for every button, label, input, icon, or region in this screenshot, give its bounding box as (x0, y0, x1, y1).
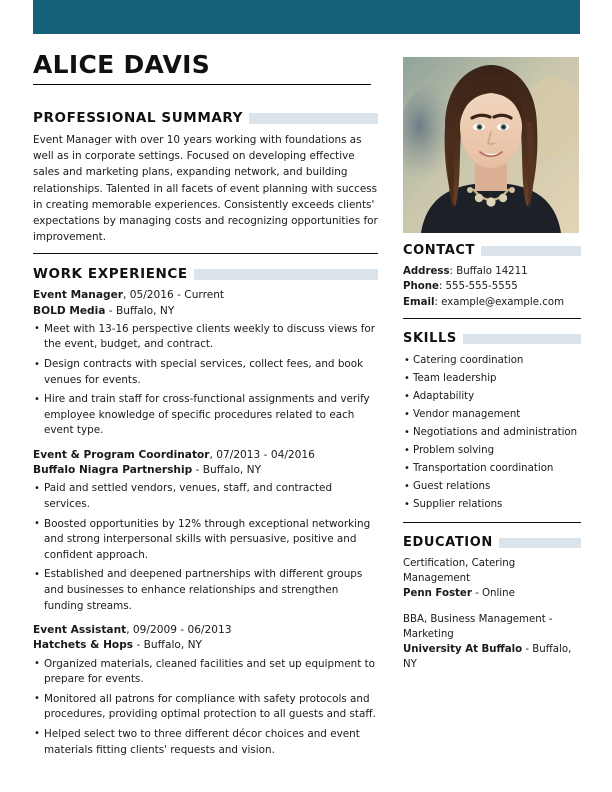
job-bullet-list (33, 322, 378, 439)
skill-item: • Catering coordination (403, 352, 581, 370)
contact-email-value[interactable]: : example@example.com (434, 296, 564, 308)
section-accent-bar (499, 538, 581, 548)
experience-entry (33, 288, 378, 439)
contact-address-value: : Buffalo 14211 (449, 266, 528, 277)
job-title: Event Manager (33, 289, 123, 302)
name-divider (33, 84, 371, 85)
education-school: University At Buffalo (403, 644, 523, 656)
job-title-line (33, 288, 378, 303)
job-company: Buffalo Niagra Partnership (33, 464, 193, 477)
job-location: - Buffalo, NY (133, 639, 202, 652)
job-dates: , 05/2016 - Current (123, 289, 225, 302)
contact-email (403, 295, 581, 310)
section-accent-bar (463, 334, 581, 344)
right-column (403, 243, 581, 683)
skill-item: • Adaptability (403, 388, 581, 406)
education-degree: Certification, Catering Management (403, 558, 516, 585)
job-bullet: • Helped select two to three different décor choices and event materials fitting clients' requests and vision. (33, 727, 378, 758)
job-bullet: • Hire and train staff for cross-functional assignments and verify employee knowledge of specific procedures related to each event type. (33, 392, 378, 439)
section-header-work-experience (33, 266, 378, 282)
job-title: Event & Program Coordinator (33, 448, 210, 461)
candidate-name: ALICE DAVIS (33, 50, 211, 79)
section-education (403, 535, 581, 672)
job-bullet: • Paid and settled vendors, venues, staff, and contracted services. (33, 481, 378, 512)
skills-divider (403, 522, 581, 523)
section-accent-bar (481, 246, 581, 256)
job-dates: , 07/2013 - 04/2016 (209, 448, 315, 461)
contact-phone-label: Phone (403, 281, 439, 293)
skill-item: • Guest relations (403, 478, 581, 496)
job-bullet: • Boosted opportunities by 12% through exceptional networking and strong interpersonal skills with persuasive, positive and confident approach. (33, 517, 378, 564)
section-professional-summary (33, 110, 378, 254)
skill-item: • Team leadership (403, 370, 581, 388)
job-bullet: • Established and deepened partnerships with different groups and businesses to enhance relationships and strengthen funding streams. (33, 567, 378, 614)
job-bullet: • Organized materials, cleaned facilities and set up equipment to prepare for events. (33, 657, 378, 688)
skill-item: • Problem solving (403, 442, 581, 460)
section-skills (403, 331, 581, 523)
section-accent-bar (194, 269, 378, 280)
education-school-line (403, 642, 581, 672)
education-school: Penn Foster (403, 588, 472, 600)
contact-phone (403, 279, 581, 294)
education-school-location: - Online (471, 588, 515, 600)
section-title: CONTACT (403, 243, 475, 258)
skill-item: • Supplier relations (403, 496, 581, 514)
job-location: - Buffalo, NY (192, 464, 262, 477)
summary-divider (33, 253, 378, 254)
education-degree: BBA, Business Management - Marketing (403, 614, 553, 641)
profile-photo (403, 57, 579, 233)
section-title: SKILLS (403, 331, 457, 347)
section-header-skills (403, 331, 581, 346)
education-entry (403, 612, 581, 672)
experience-entry (33, 448, 378, 614)
section-contact (403, 243, 581, 319)
contact-address (403, 264, 581, 279)
experience-entry (33, 623, 378, 758)
job-company: BOLD Media (33, 304, 106, 317)
section-title: WORK EXPERIENCE (33, 266, 188, 283)
job-title: Event Assistant (33, 624, 127, 637)
job-location: - Buffalo, NY (105, 304, 175, 317)
header-accent-band (33, 0, 580, 34)
section-title: EDUCATION (403, 535, 493, 551)
summary-text: Event Manager with over 10 years working with foundations as well as in corporate settings. Focused on developing effective sales and marketing plans, expanding network, and building relationships. Talented in all facets of event planning with success in creating memorable experiences. Consistently exceeds clients' expectations by managing costs and recognizing opportunities for improvement. (33, 134, 378, 244)
job-title-line (33, 448, 378, 463)
contact-email-label: Email (403, 296, 435, 308)
contact-address-label: Address (403, 266, 450, 277)
name-block (33, 52, 371, 85)
job-bullet-list (33, 481, 378, 614)
education-school-location: - Buffalo, NY (403, 644, 572, 671)
experience-list (33, 288, 378, 758)
section-header-education (403, 535, 581, 550)
education-list (403, 556, 581, 672)
job-company: Hatchets & Hops (33, 639, 134, 652)
section-header-contact (403, 243, 581, 258)
skill-item: • Transportation coordination (403, 460, 581, 478)
education-entry (403, 556, 581, 601)
job-dates: , 09/2009 - 06/2013 (126, 624, 232, 637)
section-work-experience (33, 266, 378, 758)
education-school-line (403, 586, 581, 601)
section-accent-bar (249, 113, 378, 124)
skill-item: • Vendor management (403, 406, 581, 424)
job-bullet: • Meet with 13-16 perspective clients weekly to discuss views for the event, budget, and contract. (33, 322, 378, 353)
job-company-line (33, 463, 378, 478)
contact-divider (403, 318, 581, 319)
section-title: PROFESSIONAL SUMMARY (33, 110, 244, 126)
skill-item: • Negotiations and administration (403, 424, 581, 442)
job-bullet-list (33, 657, 378, 759)
job-title-line (33, 623, 378, 638)
job-company-line (33, 304, 378, 319)
job-bullet: • Design contracts with special services, collect fees, and book venues for events. (33, 357, 378, 388)
left-column (33, 110, 378, 767)
section-header-professional-summary (33, 110, 378, 126)
job-company-line (33, 638, 378, 653)
skills-list (403, 352, 581, 514)
contact-phone-value: : 555-555-5555 (438, 281, 518, 293)
job-bullet: • Monitored all patrons for compliance with safety protocols and procedures, providing optimal protection to all guests and staff. (33, 692, 378, 723)
portrait-photo-icon (403, 57, 579, 233)
